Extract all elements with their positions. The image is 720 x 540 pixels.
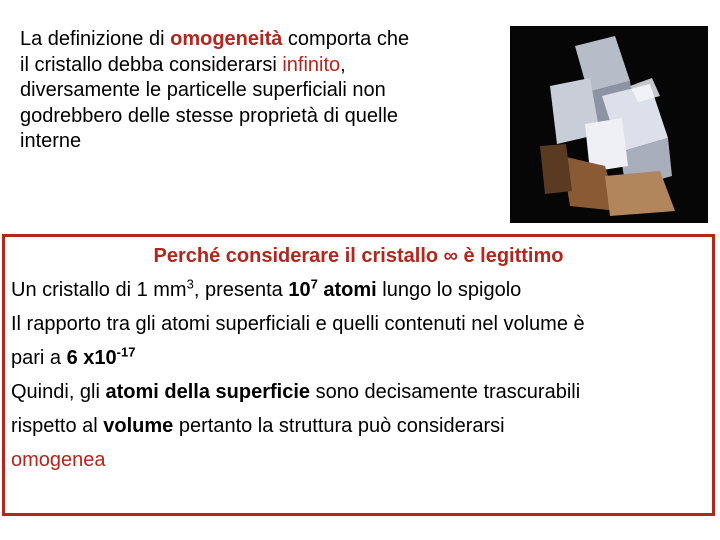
intro-text: comporta che [282, 28, 410, 50]
box-line-6: omogenea [11, 449, 106, 471]
intro-line-4: godrebbero delle stesse proprietà di quelle [20, 104, 399, 127]
box-line-2: Il rapporto tra gli atomi superficiali e quelli contenuti nel volume è [11, 313, 585, 335]
box-title: Perché considerare il cristallo ∞ è legittimo [153, 245, 564, 267]
superscript-exponent: 7 [310, 276, 318, 292]
box-text: sono decisamente trascurabili [310, 381, 581, 403]
intro-line-2 [20, 53, 500, 79]
intro-line-1 [20, 27, 500, 53]
bold-value: 10 [288, 279, 311, 301]
superscript: 3 [186, 276, 194, 292]
bold-term-volume: volume [103, 415, 174, 437]
box-line-1 [11, 276, 522, 302]
box-text: Quindi, gli [11, 381, 106, 403]
crystal-image [510, 26, 708, 223]
intro-text: il cristallo debba considerarsi [20, 53, 283, 76]
box-text: Un cristallo di 1 mm [11, 279, 187, 301]
bold-term-atomi-superficie: atomi della superficie [105, 381, 311, 403]
superscript-exponent: -17 [116, 344, 136, 360]
intro-line-5: interne [20, 130, 82, 152]
bold-term-atomi: atomi [317, 279, 377, 301]
box-line-4 [11, 381, 580, 404]
intro-paragraph [20, 27, 500, 155]
box-text: pertanto la struttura può considerarsi [173, 415, 505, 437]
intro-text: , [340, 53, 346, 76]
box-text: , presenta [193, 279, 289, 301]
box-text: rispetto al [11, 415, 104, 437]
box-line-5 [11, 415, 505, 438]
box-text: lungo lo spigolo [376, 279, 522, 301]
intro-text: La definizione di [20, 28, 171, 50]
crystal-illustration [510, 26, 708, 223]
highlight-box [2, 234, 715, 516]
intro-line-3: diversamente le particelle superficiali non [20, 79, 386, 101]
bold-ratio-value: 6 x10 [66, 347, 117, 369]
omogeneita-term: omogeneità [170, 28, 283, 50]
infinito-term: infinito [282, 53, 341, 76]
box-line-3 [11, 344, 136, 370]
box-text: pari a [11, 347, 67, 369]
